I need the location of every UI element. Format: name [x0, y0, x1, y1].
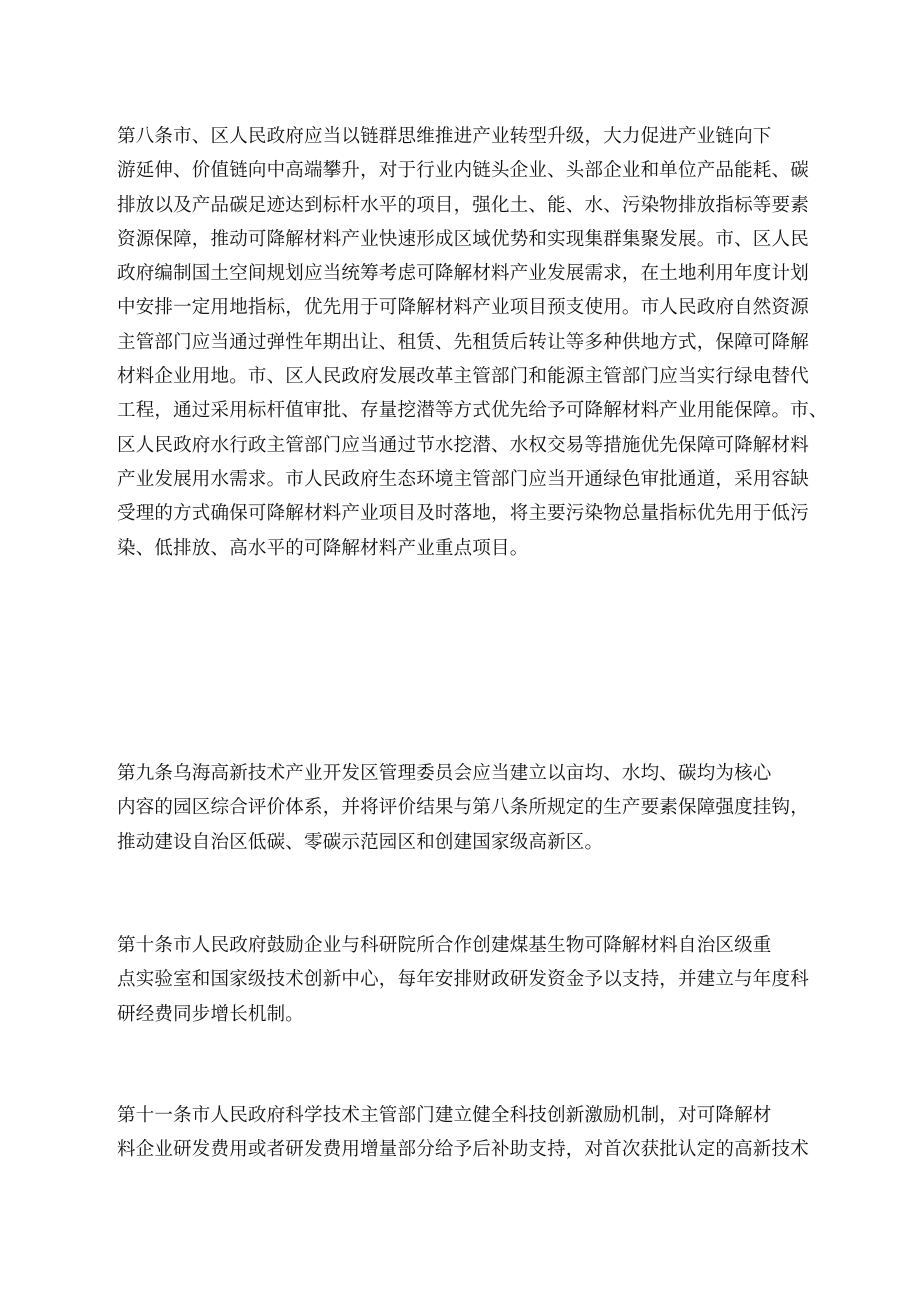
- text-line: 第十条市人民政府鼓励企业与科研院所合作创建煤基生物可降解材料自治区级重: [117, 935, 772, 956]
- text-line: 排放以及产品碳足迹达到标杆水平的项目，强化土、能、水、污染物排放指标等要素: [117, 194, 809, 216]
- text-line: 第十一条市人民政府科学技术主管部门建立健全科技创新激励机制，对可降解材: [117, 1105, 772, 1126]
- text-line: 第八条市、区人民政府应当以链群思维推进产业转型升级，大力促进产业链向下: [117, 126, 772, 147]
- text-line: 区人民政府水行政主管部门应当通过节水挖潜、水权交易等措施优先保障可降解材料: [117, 434, 809, 456]
- text-line: 游延伸、价值链向中高端攀升，对于行业内链头企业、头部企业和单位产品能耗、碳: [117, 160, 809, 182]
- text-line: 第九条乌海高新技术产业开发区管理委员会应当建立以亩均、水均、碳均为核心: [117, 763, 772, 784]
- text-line: 染、低排放、高水平的可降解材料产业重点项目。: [117, 537, 529, 559]
- text-line: 研经费同步增长机制。: [117, 1003, 305, 1025]
- text-line: 主管部门应当通过弹性年期出让、租赁、先租赁后转让等多种供地方式，保障可降解: [117, 331, 809, 353]
- article-9-paragraph: [117, 757, 829, 860]
- text-line: 料企业研发费用或者研发费用增量部分给予后补助支持，对首次获批认定的高新技术: [117, 1139, 809, 1161]
- text-line: 内容的园区综合评价体系，并将评价结果与第八条所规定的生产要素保障强度挂钩，: [117, 797, 809, 819]
- text-line: 产业发展用水需求。市人民政府生态环境主管部门应当开通绿色审批通道，采用容缺: [117, 468, 809, 490]
- article-8-paragraph: [117, 120, 829, 566]
- text-line: 材料企业用地。市、区人民政府发展改革主管部门和能源主管部门应当实行绿电替代: [117, 366, 809, 388]
- text-line: 政府编制国土空间规划应当统筹考虑可降解材料产业发展需求，在土地利用年度计划: [117, 263, 809, 285]
- article-11-paragraph: [117, 1099, 829, 1168]
- text-line: 资源保障，推动可降解材料产业快速形成区域优势和实现集群集聚发展。市、区人民: [117, 228, 809, 250]
- text-line: 受理的方式确保可降解材料产业项目及时落地，将主要污染物总量指标优先用于低污: [117, 503, 809, 525]
- text-line: 中安排一定用地指标，优先用于可降解材料产业项目预支使用。市人民政府自然资源: [117, 297, 809, 319]
- text-line: 推动建设自治区低碳、零碳示范园区和创建国家级高新区。: [117, 831, 604, 853]
- text-line: 点实验室和国家级技术创新中心，每年安排财政研发资金予以支持，并建立与年度科: [117, 969, 809, 991]
- article-10-paragraph: [117, 929, 829, 1032]
- text-line: 工程，通过采用标杆值审批、存量挖潜等方式优先给予可降解材料产业用能保障。市、: [117, 400, 828, 422]
